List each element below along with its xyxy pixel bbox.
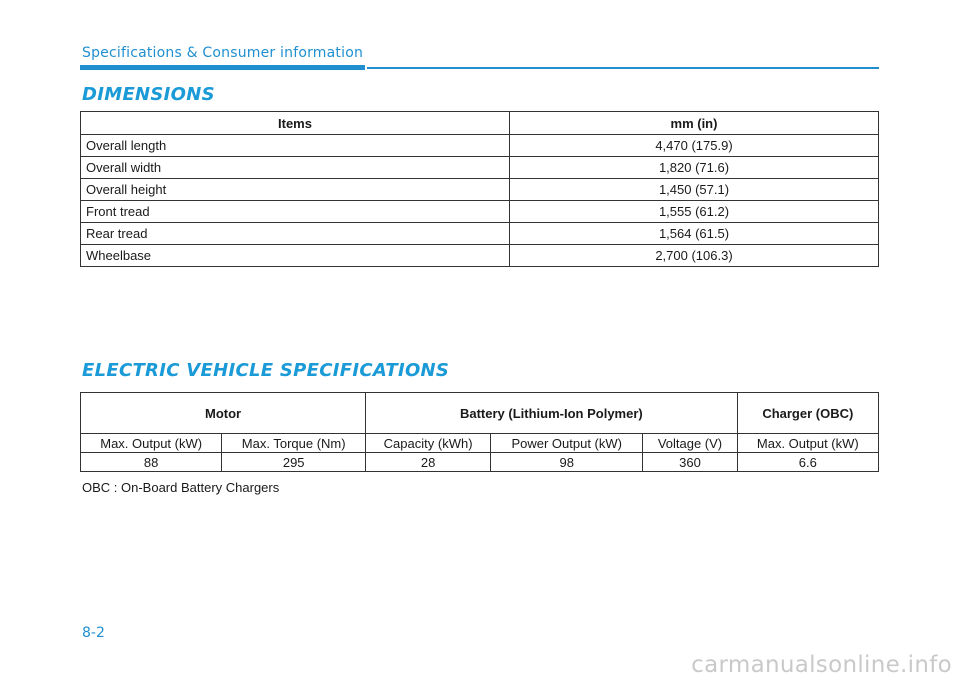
row-item-value: 1,450 (57.1) <box>510 179 879 201</box>
header-rule-thin <box>367 67 879 69</box>
table-subheader-row <box>81 434 879 453</box>
row-item-value: 1,555 (61.2) <box>510 201 879 223</box>
table-row <box>81 157 879 179</box>
row-item-value: 4,470 (175.9) <box>510 135 879 157</box>
dimensions-table <box>80 111 879 267</box>
row-item-label: Rear tread <box>81 223 510 245</box>
table-row <box>81 201 879 223</box>
value-motor-max-torque: 295 <box>222 453 366 472</box>
row-item-label: Overall height <box>81 179 510 201</box>
section-header-title: Specifications & Consumer information <box>82 45 364 61</box>
table-row <box>81 453 879 472</box>
row-item-value: 1,820 (71.6) <box>510 157 879 179</box>
row-item-label: Overall length <box>81 135 510 157</box>
subheader-battery-capacity: Capacity (kWh) <box>366 434 491 453</box>
row-item-label: Front tread <box>81 201 510 223</box>
dimensions-heading: DIMENSIONS <box>82 84 215 105</box>
value-battery-voltage: 360 <box>643 453 737 472</box>
value-charger-max-output: 6.6 <box>737 453 878 472</box>
value-battery-power-output: 98 <box>491 453 643 472</box>
table-group-header-row <box>81 393 879 434</box>
row-item-value: 1,564 (61.5) <box>510 223 879 245</box>
ev-specifications-table <box>80 392 879 472</box>
row-item-label: Wheelbase <box>81 245 510 267</box>
column-header-mm-in: mm (in) <box>510 112 879 135</box>
watermark: carmanualsonline.info <box>691 652 952 678</box>
page-number: 8-2 <box>82 625 105 641</box>
group-header-charger: Charger (OBC) <box>737 393 878 434</box>
row-item-label: Overall width <box>81 157 510 179</box>
table-row <box>81 245 879 267</box>
subheader-motor-max-torque: Max. Torque (Nm) <box>222 434 366 453</box>
table-header-row <box>81 112 879 135</box>
value-motor-max-output: 88 <box>81 453 222 472</box>
subheader-motor-max-output: Max. Output (kW) <box>81 434 222 453</box>
ev-specifications-heading: ELECTRIC VEHICLE SPECIFICATIONS <box>82 360 450 381</box>
column-header-items: Items <box>81 112 510 135</box>
table-row <box>81 135 879 157</box>
subheader-battery-power-output: Power Output (kW) <box>491 434 643 453</box>
subheader-battery-voltage: Voltage (V) <box>643 434 737 453</box>
header-rule-thick <box>80 65 365 70</box>
group-header-battery: Battery (Lithium-Ion Polymer) <box>366 393 738 434</box>
value-battery-capacity: 28 <box>366 453 491 472</box>
table-row <box>81 179 879 201</box>
table-row <box>81 223 879 245</box>
row-item-value: 2,700 (106.3) <box>510 245 879 267</box>
obc-footnote: OBC : On-Board Battery Chargers <box>82 480 280 495</box>
group-header-motor: Motor <box>81 393 366 434</box>
subheader-charger-max-output: Max. Output (kW) <box>737 434 878 453</box>
